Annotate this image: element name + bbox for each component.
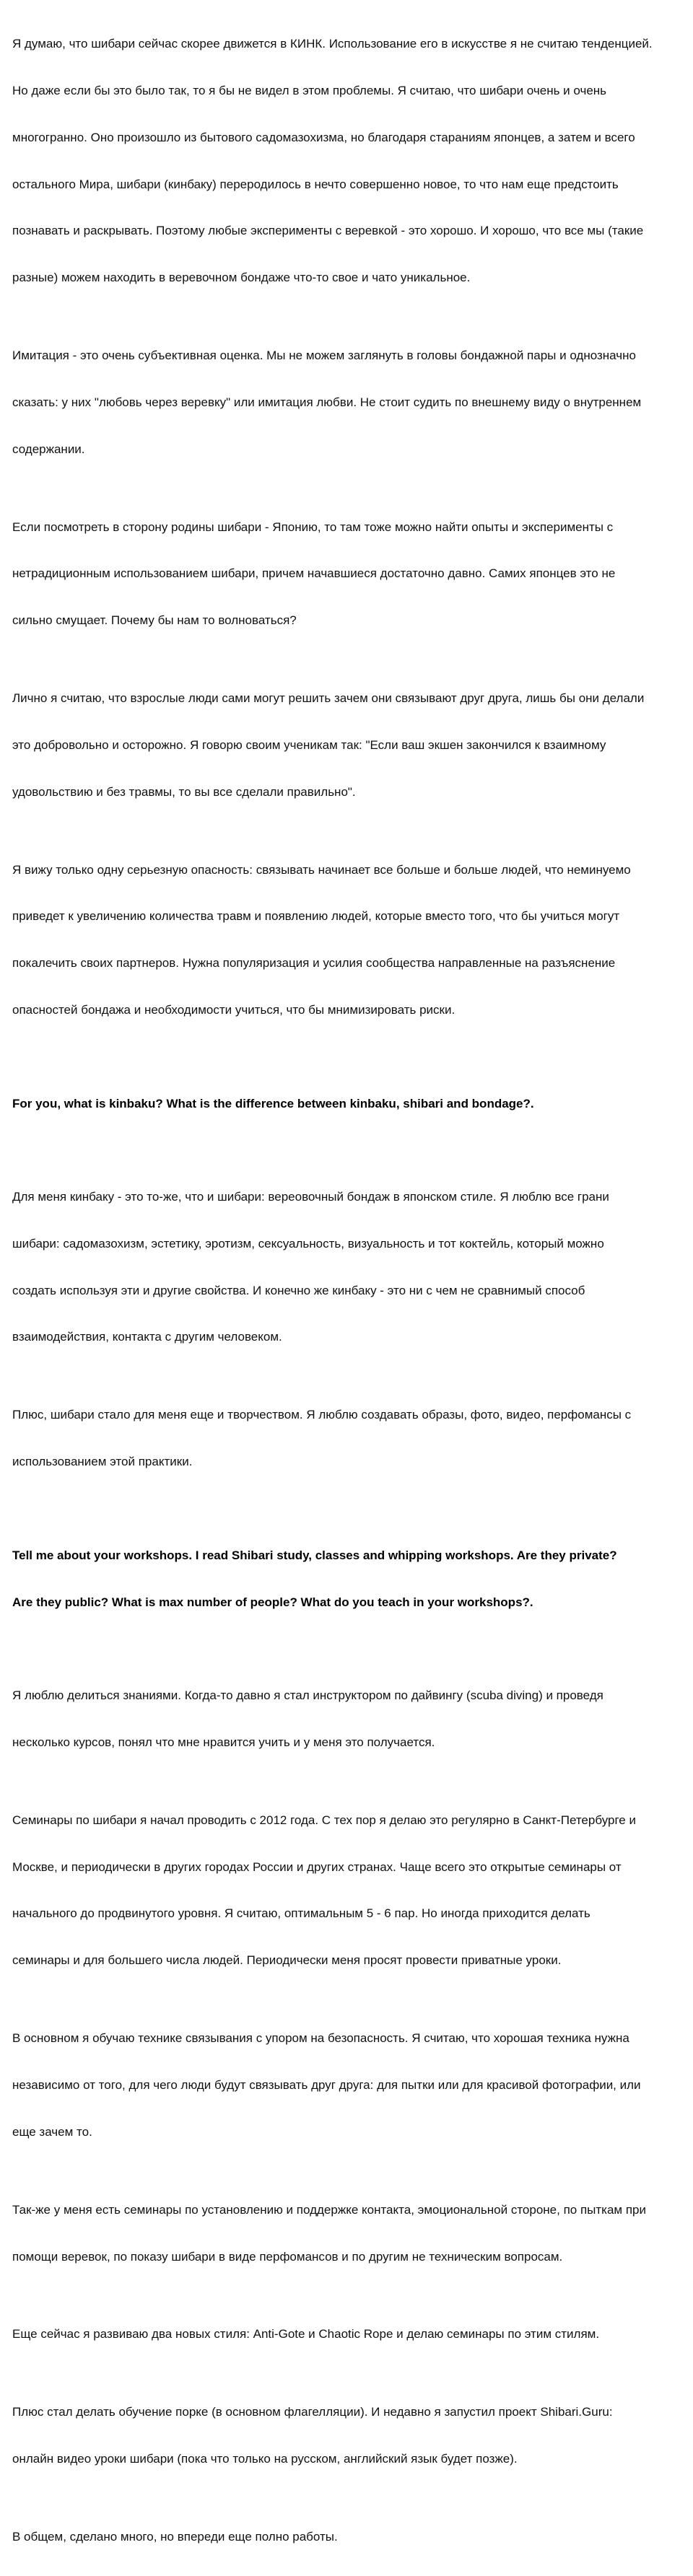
paragraph (12, 5, 693, 317)
text-line: независимо от того, для чего люди будут связывать друг друга: для пытки или для красивой фотографии, или (12, 2077, 641, 2092)
text-line: Я люблю делиться знаниями. Когда-то давно я стал инструктором по дайвингу (scuba diving) и проведя (12, 1688, 603, 1703)
text-line: остального Мира, шибари (кинбаку) переродилось в нечто совершенно новое, то что нам еще предстоить (12, 177, 619, 191)
text-line: покалечить своих партнеров. Нужна популяризация и усилия сообщества направленные на разъяснение (12, 956, 616, 971)
text-line: еще зачем то. (12, 2124, 92, 2139)
paragraph (12, 1782, 693, 1999)
text-line: онлайн видео уроки шибари (пока что только на русском, английский язык будет позже). (12, 2452, 518, 2466)
paragraph (12, 831, 693, 1048)
text-line: сказать: у них "любовь через веревку" или имитация любви. Не стоит судить по внешнему виду о внутреннем (12, 395, 642, 409)
text-line: помощи веревок, по показу шибари в виде перфомансов и по другим не техническим вопросам. (12, 2249, 563, 2264)
spacer (12, 1142, 693, 1158)
text-line: Москве, и периодически в других городах России и других странах. Чаще всего это открытые семинары от (12, 1859, 622, 1874)
text-line: Плюс, шибари стало для меня еще и творчеством. Я люблю создавать образы, фото, видео, перфомансы с (12, 1408, 632, 1422)
paragraph (12, 2498, 693, 2576)
text-line: Я вижу только одну серьезную опасность: связывать начинает все больше и больше людей, что неминуемо (12, 862, 631, 877)
answer-1-section (12, 5, 693, 1049)
text-line: Но даже если бы это было так, то я бы не видел в этом проблемы. Я считаю, что шибари очень и очень (12, 83, 607, 97)
answer-3-section (12, 1657, 693, 2576)
text-line: начального до продвинутого уровня. Я считаю, оптимальным 5 - 6 пар. Но иногда приходится делать (12, 1906, 590, 1921)
paragraph (12, 1376, 693, 1501)
text-line: Еще сейчас я развиваю два новых стиля: Anti-Gote и Chaotic Rope и делаю семинары по этим стилям. (12, 2327, 600, 2341)
text-line: взаимодействия, контакта с другим человеком. (12, 1330, 282, 1344)
paragraph (12, 1657, 693, 1782)
text-line: Имитация - это очень субъективная оценка. Мы не можем заглянуть в головы бондажной пары и однозначно (12, 349, 636, 363)
text-line: удовольствию и без травмы, то вы все сделали правильно". (12, 784, 356, 799)
text-line: сильно смущает. Почему бы нам то волноваться? (12, 613, 297, 628)
text-line: В общем, сделано много, но впереди еще полно работы. (12, 2530, 338, 2544)
text-line: создать используя эти и другие свойства. И конечно же кинбаку - это ни с чем не сравнимый способ (12, 1283, 585, 1297)
paragraph (12, 660, 693, 831)
text-line: Лично я считаю, что взрослые люди сами могут решить зачем они связывают друг друга, лишь бы они делали (12, 691, 645, 706)
text-line: нетрадиционным использованием шибари, причем начавшиеся достаточно давно. Самих японцев это не (12, 566, 616, 581)
text-line: содержании. (12, 442, 85, 456)
text-line: несколько курсов, понял что мне нравится учить и у меня это получается. (12, 1735, 435, 1749)
paragraph (12, 488, 693, 660)
text-line: Плюс стал делать обучение порке (в основном флагелляции). И недавно я запустил проект Shibari.Guru: (12, 2405, 613, 2419)
paragraph (12, 2171, 693, 2296)
text-line: опасностей бондажа и необходимости учиться, что бы мнимизировать риски. (12, 1003, 456, 1017)
text-line: приведет к увеличению количества травм и появлению людей, которые вместо того, что бы учиться могут (12, 909, 620, 924)
text-line: Так-же у меня есть семинары по установлению и поддержке контакта, эмоциональной стороне, по пыткам при (12, 2202, 646, 2217)
text-line: В основном я обучаю технике связывания с упором на безопасность. Я считаю, что хорошая техника нужна (12, 2031, 629, 2046)
text-line: Я думаю, что шибари сейчас скорее движется в КИНК. Использование его в искусстве я не считаю тенденцией. (12, 37, 653, 51)
text-line: семинары и для большего числа людей. Периодически меня просят провести приватные уроки. (12, 1953, 562, 1968)
paragraph (12, 1158, 693, 1376)
question-line: For you, what is kinbaku? What is the difference between kinbaku, shibari and bondage?. (12, 1096, 534, 1110)
text-line: разные) можем находить в веревочном бондаже что-то свое и чато уникальное. (12, 271, 471, 285)
paragraph (12, 2295, 693, 2373)
question-line: Tell me about your workshops. I read Shibari study, classes and whipping workshops. Are they private? (12, 1548, 617, 1562)
paragraph (12, 2373, 693, 2498)
question-heading-workshops (12, 1517, 693, 1642)
text-line: Семинары по шибари я начал проводить с 2012 года. С тех пор я делаю это регулярно в Санкт-Петербурге и (12, 1813, 636, 1827)
text-line: использованием этой практики. (12, 1455, 193, 1469)
text-line: шибари: садомазохизм, эстетику, эротизм, сексуальность, визуальность и тот коктейль, который можно (12, 1236, 604, 1250)
paragraph (12, 317, 693, 489)
text-line: Если посмотреть в сторону родины шибари - Японию, то там тоже можно найти опыты и эксперименты с (12, 520, 614, 534)
text-line: многогранно. Оно произошло из бытового садомазохизма, но благодаря стараниям японцев, а затем и всего (12, 130, 635, 144)
spacer (12, 1641, 693, 1657)
question-heading-kinbaku (12, 1064, 693, 1142)
question-line: Are they public? What is max number of people? What do you teach in your workshops?. (12, 1595, 533, 1609)
spacer (12, 1501, 693, 1517)
spacer (12, 1049, 693, 1065)
answer-2-section (12, 1158, 693, 1501)
text-line: это добровольно и осторожно. Я говорю своим ученикам так: "Если ваш экшен закончился к взаимному (12, 737, 606, 752)
text-line: Для меня кинбаку - это то-же, что и шибари: вереовочный бондаж в японском стиле. Я люблю все грани (12, 1190, 609, 1204)
paragraph (12, 1999, 693, 2171)
text-line: познавать и раскрывать. Поэтому любые эксперименты с веревкой - это хорошо. И хорошо, что все мы (такие (12, 224, 644, 238)
